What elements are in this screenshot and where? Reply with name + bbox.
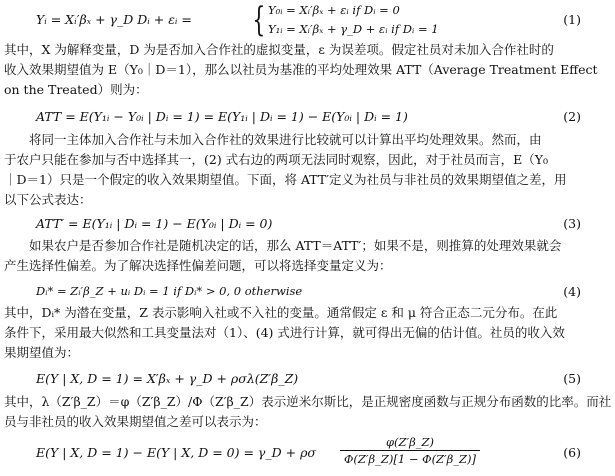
equation-2-body: ATT = E(Y₁ᵢ − Y₀ᵢ | Dᵢ = 1) = E(Y₁ᵢ | Dᵢ = 1) − E(Y₀ᵢ | Dᵢ = 1) (36, 109, 408, 124)
paragraph-line: 员与非社员的收入效果期望值之差可以表示为： (4, 414, 267, 429)
equation-2-number: (2) (563, 109, 581, 124)
equation-1-lhs: Yᵢ = Xᵢ′βₓ + γ_D Dᵢ + εᵢ = (36, 12, 192, 27)
paragraph-line: 将同一主体加入合作社与未加入合作社的效果进行比较就可以计算出平均处理效果。然而，由 (29, 132, 542, 147)
equation-3-number: (3) (563, 216, 581, 231)
equation-6-lhs: E(Y | X, D = 1) − E(Y | X, D = 0) = γ_D + ρσ (36, 445, 316, 460)
equation-6-denominator: Φ(Z′β_Z)[1 − Φ(Z′β_Z)] (344, 452, 477, 466)
paragraph-line: on the Treated）则为： (4, 82, 148, 97)
equation-3-body: ATT′ = E(Y₁ᵢ | Dᵢ = 1) − E(Y₀ᵢ | Dᵢ = 0) (36, 216, 273, 231)
paragraph-line: 于农户只能在参加与否中选择其一，(2) 式右边的两项无法同时观察，因此，对于社员而言，E（Y₀ (4, 152, 549, 167)
equation-1-case-top: Y₀ᵢ = Xᵢ′βₓ + εᵢ if Dᵢ = 0 (268, 3, 400, 17)
equation-6 (0, 434, 615, 474)
paragraph-2 (4, 130, 602, 210)
paragraph-line: 其中，λ（Z′β_Z）＝φ（Z′β_Z）/Φ（Z′β_Z）表示逆米尔斯比，是正规密度函数与正规分布函数的比率。而社 (4, 394, 612, 409)
equation-6-numerator: φ(Z′β_Z) (340, 434, 480, 451)
paragraph-line: 以下公式表达： (4, 192, 92, 207)
equation-5-body: E(Y | X, D = 1) = X′βₓ + γ_D + ρσλ(Z′β_Z) (36, 371, 299, 386)
paragraph-line: 条件下，采用最大似然和工具变量法对（1）、(4) 式进行计算，就可得出无偏的估计值。社员的收入效 (4, 325, 565, 340)
paragraph-line: 其中，Dᵢ* 为潜在变量，Z 表示影响入社或不入社的变量。通常假定 ε 和 μ 符合正态二元分布。在此 (4, 305, 558, 320)
paragraph-line: 收入效果期望值为 E（Y₀｜D＝1），那么以社员为基准的平均处理效果 ATT（Average Treatment Effect (4, 62, 598, 77)
paragraph-line: 如果农户是否参加合作社是随机决定的话，那么 ATT＝ATT′；如果不是，则推算的处理效果就会 (29, 238, 562, 253)
equation-1-brace: { (252, 0, 266, 40)
equation-4-number: (4) (563, 284, 581, 299)
paragraph-line: 其中，X 为解释变量，D 为是否加入合作社的虚拟变量，ε 为误差项。假定社员对未加入合作社时的 (4, 42, 554, 57)
paragraph-line: 产生选择性偏差。为了解决选择性偏差问题，可以将选择变量定义为： (4, 258, 392, 273)
paragraph-line: 果期望值为： (4, 345, 80, 360)
equation-1-case-bottom: Y₁ᵢ = Xᵢ′βₓ + γ_D + εᵢ if Dᵢ = 1 (268, 22, 439, 36)
equation-5-number: (5) (563, 371, 581, 386)
paragraph-line: ｜D＝1）只是一个假定的收入效果期望值。下面，将 ATT′定义为社员与非社员的效果期望值之差，用 (4, 172, 567, 187)
equation-4-body: Dᵢ* = Zᵢ′β_Z + uᵢ Dᵢ = 1 if Dᵢ* > 0, 0 otherwise (36, 284, 303, 298)
equation-6-number: (6) (563, 445, 581, 460)
paragraph-4 (4, 303, 602, 363)
paragraph-5 (4, 392, 612, 432)
equation-6-fraction (340, 434, 480, 467)
paragraph-1 (4, 40, 602, 100)
paragraph-3 (4, 236, 602, 276)
equation-1-number: (1) (563, 12, 581, 27)
